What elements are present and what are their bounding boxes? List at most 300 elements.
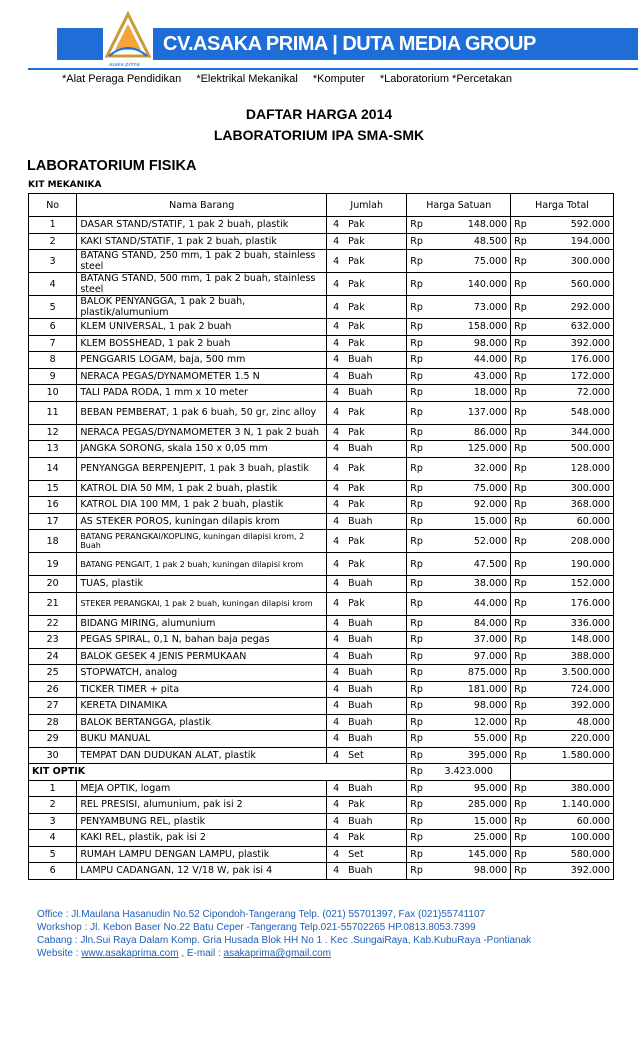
- email-label: , E-mail :: [178, 948, 224, 959]
- row-qty: 4: [327, 217, 346, 234]
- row-qty: 4: [327, 250, 346, 273]
- row-unit: Buah: [345, 441, 407, 458]
- row-no: 21: [29, 592, 77, 615]
- table-row: [29, 217, 614, 234]
- email-link[interactable]: asakaprima@gmail.com: [223, 948, 331, 959]
- col-header-unit-price: Harga Satuan: [407, 194, 511, 217]
- row-name: NERACA PEGAS/DYNAMOMETER 1.5 N: [77, 368, 327, 385]
- row-qty: 4: [327, 714, 346, 731]
- row-currency: Rp: [511, 385, 532, 402]
- table-row: [29, 863, 614, 880]
- company-name: CV.ASAKA PRIMA | DUTA MEDIA GROUP: [163, 33, 536, 55]
- row-unit: Pak: [345, 233, 407, 250]
- table-row: [29, 368, 614, 385]
- row-total: 172.000: [531, 368, 613, 385]
- row-currency: Rp: [511, 714, 532, 731]
- row-no: 10: [29, 385, 77, 402]
- row-total: 632.000: [531, 319, 613, 336]
- row-unit-price: 75.000: [427, 250, 510, 273]
- row-unit: Pak: [345, 553, 407, 576]
- mekanika-rows: [29, 217, 614, 764]
- row-name: PEGAS SPIRAL, 0,1 N, bahan baja pegas: [77, 632, 327, 649]
- table-row: [29, 273, 614, 296]
- table-row: [29, 441, 614, 458]
- table-row: [29, 731, 614, 748]
- row-currency: Rp: [407, 530, 428, 553]
- row-unit: Pak: [345, 592, 407, 615]
- table-row: [29, 648, 614, 665]
- table-row: [29, 813, 614, 830]
- document-title: DAFTAR HARGA 2014: [245, 106, 393, 122]
- row-currency: Rp: [511, 648, 532, 665]
- row-unit: Buah: [345, 576, 407, 593]
- table-row: [29, 352, 614, 369]
- row-unit-price: 98.000: [427, 698, 510, 715]
- row-name: KATROL DIA 50 MM, 1 pak 2 buah, plastik: [77, 480, 327, 497]
- row-unit-price: 48.500: [427, 233, 510, 250]
- row-unit-price: 52.000: [427, 530, 510, 553]
- row-currency: Rp: [511, 368, 532, 385]
- row-name: BALOK GESEK 4 JENIS PERMUKAAN: [77, 648, 327, 665]
- website-label: Website :: [37, 948, 82, 959]
- row-unit-price: 32.000: [427, 457, 510, 480]
- section-row-optik: [29, 764, 614, 781]
- row-name: TICKER TIMER + pita: [77, 681, 327, 698]
- row-unit-price: 875.000: [427, 665, 510, 682]
- row-name: BUKU MANUAL: [77, 731, 327, 748]
- row-currency: Rp: [511, 681, 532, 698]
- row-unit: Pak: [345, 480, 407, 497]
- row-currency: Rp: [407, 424, 428, 441]
- section-currency: Rp: [407, 764, 428, 781]
- table-row: [29, 401, 614, 424]
- row-no: 2: [29, 233, 77, 250]
- row-unit-price: 158.000: [427, 319, 510, 336]
- row-currency: Rp: [511, 273, 532, 296]
- row-qty: 4: [327, 576, 346, 593]
- row-total: 1.580.000: [531, 747, 613, 764]
- row-no: 3: [29, 250, 77, 273]
- company-logo: [103, 10, 153, 66]
- row-unit: Buah: [345, 714, 407, 731]
- row-name: KERETA DINAMIKA: [77, 698, 327, 715]
- row-name: BALOK PENYANGGA, 1 pak 2 buah, plastik/alumunium: [77, 296, 327, 319]
- row-total: 60.000: [531, 513, 613, 530]
- row-unit: Buah: [345, 648, 407, 665]
- row-unit: Buah: [345, 731, 407, 748]
- row-name: DASAR STAND/STATIF, 1 pak 2 buah, plastik: [77, 217, 327, 234]
- row-no: 29: [29, 731, 77, 748]
- row-total: 100.000: [531, 830, 613, 847]
- col-header-total: Harga Total: [511, 194, 614, 217]
- row-no: 23: [29, 632, 77, 649]
- row-currency: Rp: [511, 401, 532, 424]
- optik-rows: [29, 780, 614, 879]
- row-total: 128.000: [531, 457, 613, 480]
- row-no: 2: [29, 797, 77, 814]
- row-unit: Pak: [345, 319, 407, 336]
- lab-title: LABORATORIUM FISIKA: [27, 158, 197, 174]
- row-unit-price: 25.000: [427, 830, 510, 847]
- row-qty: 4: [327, 813, 346, 830]
- row-no: 14: [29, 457, 77, 480]
- row-total: 176.000: [531, 592, 613, 615]
- row-unit-price: 95.000: [427, 780, 510, 797]
- row-currency: Rp: [407, 441, 428, 458]
- row-qty: 4: [327, 480, 346, 497]
- row-no: 5: [29, 846, 77, 863]
- row-total: 60.000: [531, 813, 613, 830]
- table-row: [29, 335, 614, 352]
- row-name: TALI PADA RODA, 1 mm x 10 meter: [77, 385, 327, 402]
- row-total: 220.000: [531, 731, 613, 748]
- row-name: STOPWATCH, analog: [77, 665, 327, 682]
- row-no: 3: [29, 813, 77, 830]
- category-item: *Komputer: [312, 73, 365, 85]
- table-row: [29, 797, 614, 814]
- table-row: [29, 480, 614, 497]
- row-name: PENYAMBUNG REL, plastik: [77, 813, 327, 830]
- table-row: [29, 592, 614, 615]
- row-unit: Buah: [345, 352, 407, 369]
- row-unit: Set: [345, 747, 407, 764]
- row-qty: 4: [327, 385, 346, 402]
- row-unit: Buah: [345, 385, 407, 402]
- row-currency: Rp: [511, 250, 532, 273]
- row-unit-price: 75.000: [427, 480, 510, 497]
- row-no: 16: [29, 497, 77, 514]
- row-no: 26: [29, 681, 77, 698]
- row-qty: 4: [327, 698, 346, 715]
- row-currency: Rp: [407, 553, 428, 576]
- row-no: 11: [29, 401, 77, 424]
- table-row: [29, 615, 614, 632]
- row-currency: Rp: [407, 352, 428, 369]
- row-currency: Rp: [407, 368, 428, 385]
- row-currency: Rp: [511, 335, 532, 352]
- row-name: STEKER PERANGKAI, 1 pak 2 buah, kuningan dilapisi krom: [77, 592, 327, 615]
- row-unit: Buah: [345, 681, 407, 698]
- row-currency: Rp: [511, 863, 532, 880]
- row-qty: 4: [327, 830, 346, 847]
- row-unit-price: 285.000: [427, 797, 510, 814]
- table-row: [29, 319, 614, 336]
- row-qty: 4: [327, 747, 346, 764]
- row-currency: Rp: [407, 335, 428, 352]
- row-no: 5: [29, 296, 77, 319]
- row-currency: Rp: [511, 698, 532, 715]
- row-qty: 4: [327, 457, 346, 480]
- row-qty: 4: [327, 319, 346, 336]
- row-total: 388.000: [531, 648, 613, 665]
- row-unit-price: 43.000: [427, 368, 510, 385]
- table-header-row: [29, 194, 614, 217]
- row-unit-price: 12.000: [427, 714, 510, 731]
- row-no: 25: [29, 665, 77, 682]
- row-currency: Rp: [511, 797, 532, 814]
- row-total: 380.000: [531, 780, 613, 797]
- row-currency: Rp: [407, 846, 428, 863]
- row-no: 13: [29, 441, 77, 458]
- row-name: KAKI REL, plastik, pak isi 2: [77, 830, 327, 847]
- table-row: [29, 780, 614, 797]
- row-currency: Rp: [407, 714, 428, 731]
- row-no: 22: [29, 615, 77, 632]
- row-unit: Pak: [345, 797, 407, 814]
- col-header-no: No: [29, 194, 77, 217]
- row-no: 20: [29, 576, 77, 593]
- row-no: 1: [29, 780, 77, 797]
- row-no: 28: [29, 714, 77, 731]
- row-qty: 4: [327, 401, 346, 424]
- row-qty: 4: [327, 846, 346, 863]
- row-unit: Set: [345, 846, 407, 863]
- row-currency: Rp: [407, 632, 428, 649]
- row-name: KATROL DIA 100 MM, 1 pak 2 buah, plastik: [77, 497, 327, 514]
- row-name: KLEM BOSSHEAD, 1 pak 2 buah: [77, 335, 327, 352]
- row-unit: Buah: [345, 813, 407, 830]
- row-no: 4: [29, 273, 77, 296]
- row-unit-price: 92.000: [427, 497, 510, 514]
- row-name: TUAS, plastik: [77, 576, 327, 593]
- row-total: 292.000: [531, 296, 613, 319]
- row-unit: Buah: [345, 780, 407, 797]
- row-qty: 4: [327, 296, 346, 319]
- row-unit-price: 97.000: [427, 648, 510, 665]
- row-total: 208.000: [531, 530, 613, 553]
- row-name: KAKI STAND/STATIF, 1 pak 2 buah, plastik: [77, 233, 327, 250]
- row-qty: 4: [327, 615, 346, 632]
- price-table: [28, 193, 614, 880]
- row-unit: Pak: [345, 401, 407, 424]
- section-empty: [511, 764, 614, 781]
- table-row: [29, 497, 614, 514]
- row-total: 48.000: [531, 714, 613, 731]
- row-currency: Rp: [407, 813, 428, 830]
- row-qty: 4: [327, 424, 346, 441]
- footer-office: Office : Jl.Maulana Hasanudin No.52 Cipondoh-Tangerang Telp. (021) 55701397, Fax (021)55741107: [37, 909, 486, 920]
- table-row: [29, 513, 614, 530]
- row-unit-price: 44.000: [427, 592, 510, 615]
- row-currency: Rp: [407, 698, 428, 715]
- row-unit: Pak: [345, 335, 407, 352]
- row-qty: 4: [327, 592, 346, 615]
- row-qty: 4: [327, 731, 346, 748]
- table-row: [29, 830, 614, 847]
- table-row: [29, 665, 614, 682]
- header-divider: [28, 68, 638, 70]
- row-currency: Rp: [511, 632, 532, 649]
- row-unit: Buah: [345, 513, 407, 530]
- row-no: 1: [29, 217, 77, 234]
- footer-contact: [37, 947, 531, 960]
- row-unit-price: 140.000: [427, 273, 510, 296]
- row-currency: Rp: [407, 830, 428, 847]
- row-no: 9: [29, 368, 77, 385]
- row-unit: Pak: [345, 424, 407, 441]
- row-unit: Buah: [345, 368, 407, 385]
- table-row: [29, 698, 614, 715]
- row-currency: Rp: [407, 797, 428, 814]
- row-no: 19: [29, 553, 77, 576]
- row-no: 15: [29, 480, 77, 497]
- row-currency: Rp: [511, 592, 532, 615]
- row-currency: Rp: [511, 513, 532, 530]
- col-header-name: Nama Barang: [77, 194, 327, 217]
- row-name: KLEM UNIVERSAL, 1 pak 2 buah: [77, 319, 327, 336]
- row-qty: 4: [327, 530, 346, 553]
- row-currency: Rp: [407, 731, 428, 748]
- row-unit: Pak: [345, 830, 407, 847]
- row-currency: Rp: [511, 813, 532, 830]
- row-currency: Rp: [511, 319, 532, 336]
- row-unit: Pak: [345, 250, 407, 273]
- row-total: 176.000: [531, 352, 613, 369]
- table-row: [29, 846, 614, 863]
- row-unit-price: 37.000: [427, 632, 510, 649]
- row-currency: Rp: [407, 233, 428, 250]
- row-currency: Rp: [511, 553, 532, 576]
- row-qty: 4: [327, 797, 346, 814]
- row-qty: 4: [327, 681, 346, 698]
- row-name: MEJA OPTIK, logam: [77, 780, 327, 797]
- row-qty: 4: [327, 352, 346, 369]
- table-row: [29, 714, 614, 731]
- section-total: 3.423.000: [427, 764, 510, 781]
- row-unit-price: 84.000: [427, 615, 510, 632]
- row-name: TEMPAT DAN DUDUKAN ALAT, plastik: [77, 747, 327, 764]
- row-no: 30: [29, 747, 77, 764]
- row-unit-price: 145.000: [427, 846, 510, 863]
- row-no: 12: [29, 424, 77, 441]
- row-total: 392.000: [531, 863, 613, 880]
- row-currency: Rp: [407, 457, 428, 480]
- category-item: *Elektrikal Mekanikal: [196, 73, 298, 85]
- row-total: 300.000: [531, 480, 613, 497]
- row-name: BIDANG MIRING, alumunium: [77, 615, 327, 632]
- row-no: 6: [29, 863, 77, 880]
- row-no: 7: [29, 335, 77, 352]
- row-currency: Rp: [407, 480, 428, 497]
- row-unit-price: 98.000: [427, 335, 510, 352]
- row-qty: 4: [327, 335, 346, 352]
- row-name: BEBAN PEMBERAT, 1 pak 6 buah, 50 gr, zinc alloy: [77, 401, 327, 424]
- row-qty: 4: [327, 233, 346, 250]
- row-currency: Rp: [407, 863, 428, 880]
- row-currency: Rp: [511, 530, 532, 553]
- row-unit-price: 55.000: [427, 731, 510, 748]
- row-no: 4: [29, 830, 77, 847]
- row-currency: Rp: [407, 401, 428, 424]
- row-total: 500.000: [531, 441, 613, 458]
- row-total: 194.000: [531, 233, 613, 250]
- category-item: *Alat Peraga Pendidikan: [62, 73, 182, 85]
- row-total: 344.000: [531, 424, 613, 441]
- row-no: 24: [29, 648, 77, 665]
- row-unit: Buah: [345, 665, 407, 682]
- row-currency: Rp: [511, 352, 532, 369]
- row-currency: Rp: [511, 233, 532, 250]
- row-unit-price: 47.500: [427, 553, 510, 576]
- row-currency: Rp: [511, 576, 532, 593]
- row-qty: 4: [327, 441, 346, 458]
- row-unit-price: 15.000: [427, 813, 510, 830]
- row-unit-price: 148.000: [427, 217, 510, 234]
- row-currency: Rp: [407, 648, 428, 665]
- category-item: *Laboratorium *Percetakan: [379, 73, 512, 85]
- row-name: REL PRESISI, alumunium, pak isi 2: [77, 797, 327, 814]
- table-row: [29, 385, 614, 402]
- row-currency: Rp: [511, 830, 532, 847]
- row-currency: Rp: [407, 385, 428, 402]
- row-name: NERACA PEGAS/DYNAMOMETER 3 N, 1 pak 2 buah: [77, 424, 327, 441]
- row-currency: Rp: [407, 665, 428, 682]
- table-row: [29, 553, 614, 576]
- row-currency: Rp: [511, 615, 532, 632]
- row-unit-price: 395.000: [427, 747, 510, 764]
- row-currency: Rp: [407, 780, 428, 797]
- row-currency: Rp: [407, 319, 428, 336]
- row-qty: 4: [327, 513, 346, 530]
- row-total: 392.000: [531, 335, 613, 352]
- row-unit-price: 18.000: [427, 385, 510, 402]
- row-qty: 4: [327, 648, 346, 665]
- table-row: [29, 576, 614, 593]
- row-no: 8: [29, 352, 77, 369]
- row-currency: Rp: [511, 846, 532, 863]
- row-name: PENGGARIS LOGAM, baja, 500 mm: [77, 352, 327, 369]
- row-currency: Rp: [511, 665, 532, 682]
- table-row: [29, 457, 614, 480]
- row-name: BALOK BERTANGGA, plastik: [77, 714, 327, 731]
- row-unit-price: 86.000: [427, 424, 510, 441]
- row-unit-price: 73.000: [427, 296, 510, 319]
- row-name: LAMPU CADANGAN, 12 V/18 W, pak isi 4: [77, 863, 327, 880]
- row-currency: Rp: [407, 273, 428, 296]
- row-name: BATANG PENGAIT, 1 pak 2 buah, kuningan dilapisi krom: [77, 553, 327, 576]
- section-name: KIT OPTIK: [29, 764, 407, 781]
- row-name: BATANG STAND, 250 mm, 1 pak 2 buah, stainless steel: [77, 250, 327, 273]
- row-qty: 4: [327, 780, 346, 797]
- row-currency: Rp: [511, 217, 532, 234]
- row-unit: Pak: [345, 457, 407, 480]
- section-label: KIT MEKANIKA: [28, 180, 102, 190]
- row-qty: 4: [327, 273, 346, 296]
- row-unit: Pak: [345, 497, 407, 514]
- row-qty: 4: [327, 632, 346, 649]
- row-unit: Pak: [345, 273, 407, 296]
- row-total: 560.000: [531, 273, 613, 296]
- row-currency: Rp: [511, 296, 532, 319]
- website-link[interactable]: www.asakaprima.com: [81, 948, 179, 959]
- row-unit-price: 98.000: [427, 863, 510, 880]
- table-row: [29, 747, 614, 764]
- document-subtitle: LABORATORIUM IPA SMA-SMK: [213, 127, 425, 143]
- row-unit-price: 181.000: [427, 681, 510, 698]
- row-unit-price: 38.000: [427, 576, 510, 593]
- row-currency: Rp: [407, 513, 428, 530]
- row-qty: 4: [327, 553, 346, 576]
- row-unit: Pak: [345, 530, 407, 553]
- row-total: 3.500.000: [531, 665, 613, 682]
- row-total: 580.000: [531, 846, 613, 863]
- row-unit: Buah: [345, 632, 407, 649]
- row-currency: Rp: [407, 615, 428, 632]
- row-total: 1.140.000: [531, 797, 613, 814]
- row-no: 17: [29, 513, 77, 530]
- row-currency: Rp: [511, 497, 532, 514]
- row-name: BATANG PERANGKAI/KOPLING, kuningan dilapisi krom, 2 Buah: [77, 530, 327, 553]
